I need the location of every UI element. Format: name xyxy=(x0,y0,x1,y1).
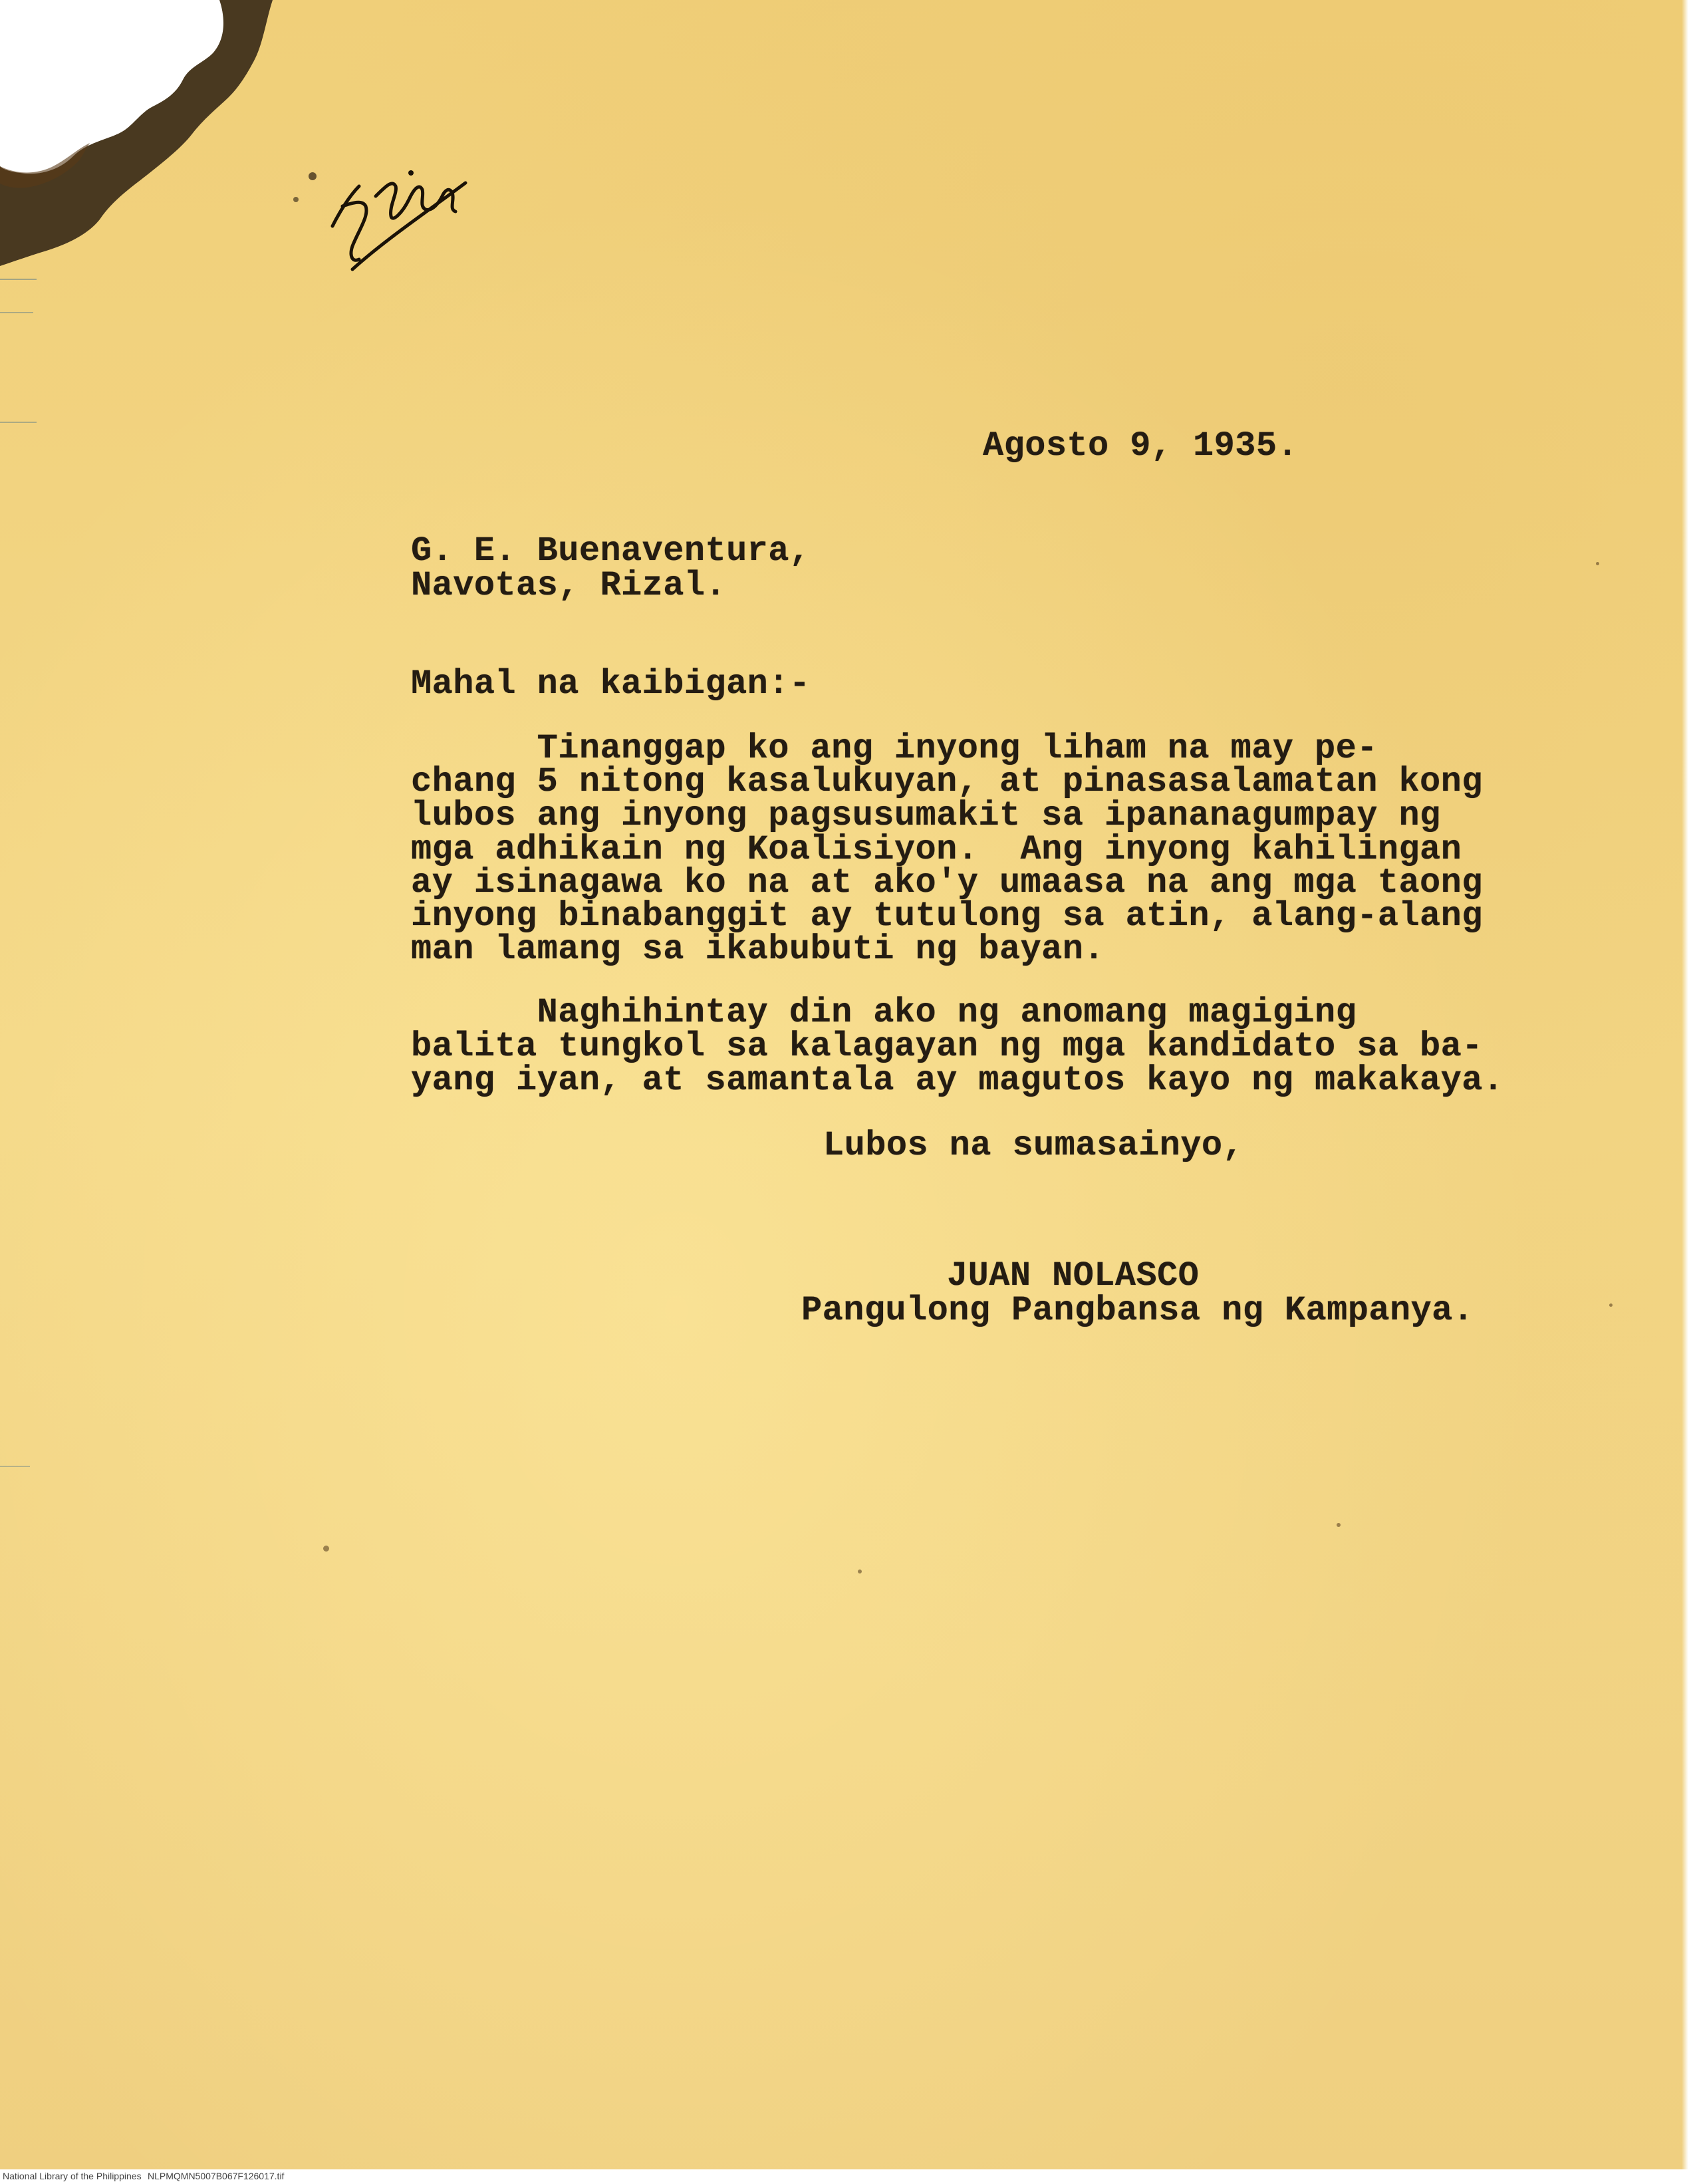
paragraph-1-line: Tinanggap ko ang inyong liham na may pe- xyxy=(411,729,1378,768)
ink-spot xyxy=(323,1546,329,1552)
signatory-title: Pangulong Pangbansa ng Kampanya. xyxy=(801,1291,1474,1330)
recipient-name: G. E. Buenaventura, xyxy=(411,531,811,571)
letter-date: Agosto 9, 1935. xyxy=(983,426,1299,466)
paragraph-1-line: ay isinagawa ko na at ako'y umaasa na ang mga taong xyxy=(411,863,1483,902)
ink-spot xyxy=(1596,562,1599,565)
ink-spot xyxy=(1609,1303,1613,1307)
paragraph-2-line: Naghihintay din ako ng anomang magiging xyxy=(411,993,1357,1032)
closing-line: Lubos na sumasainyo, xyxy=(823,1126,1244,1165)
ink-spot xyxy=(858,1570,862,1573)
page-edge xyxy=(1682,0,1691,2184)
handwritten-initials xyxy=(313,133,499,279)
signatory-name: JUAN NOLASCO xyxy=(947,1256,1200,1296)
paragraph-1-line: mga adhikain ng Koalisiyon. Ang inyong kahilingan xyxy=(411,830,1462,869)
archive-credit: National Library of the Philippines xyxy=(3,2171,142,2181)
paragraph-1-line: inyong binabanggit ay tutulong sa atin, alang-alang xyxy=(411,896,1483,936)
paragraph-1-line: chang 5 nitong kasalukuyan, at pinasasalamatan kong xyxy=(411,762,1483,801)
paragraph-2-line: yang iyan, at samantala ay magutos kayo ng makakaya. xyxy=(411,1061,1504,1100)
file-identifier: NLPMQMN5007B067F126017.tif xyxy=(148,2171,285,2181)
ink-spot xyxy=(1337,1523,1341,1527)
paragraph-1-line: man lamang sa ikabubuti ng bayan. xyxy=(411,930,1105,969)
edge-scan-marks xyxy=(0,253,40,1583)
burn-damage-mark xyxy=(0,0,319,279)
salutation: Mahal na kaibigan:- xyxy=(411,664,811,704)
paragraph-2-line: balita tungkol sa kalagayan ng mga kandidato sa ba- xyxy=(411,1027,1483,1066)
recipient-address: Navotas, Rizal. xyxy=(411,566,727,605)
paragraph-1-line: lubos ang inyong pagsusumakit sa ipananagumpay ng xyxy=(411,796,1441,835)
